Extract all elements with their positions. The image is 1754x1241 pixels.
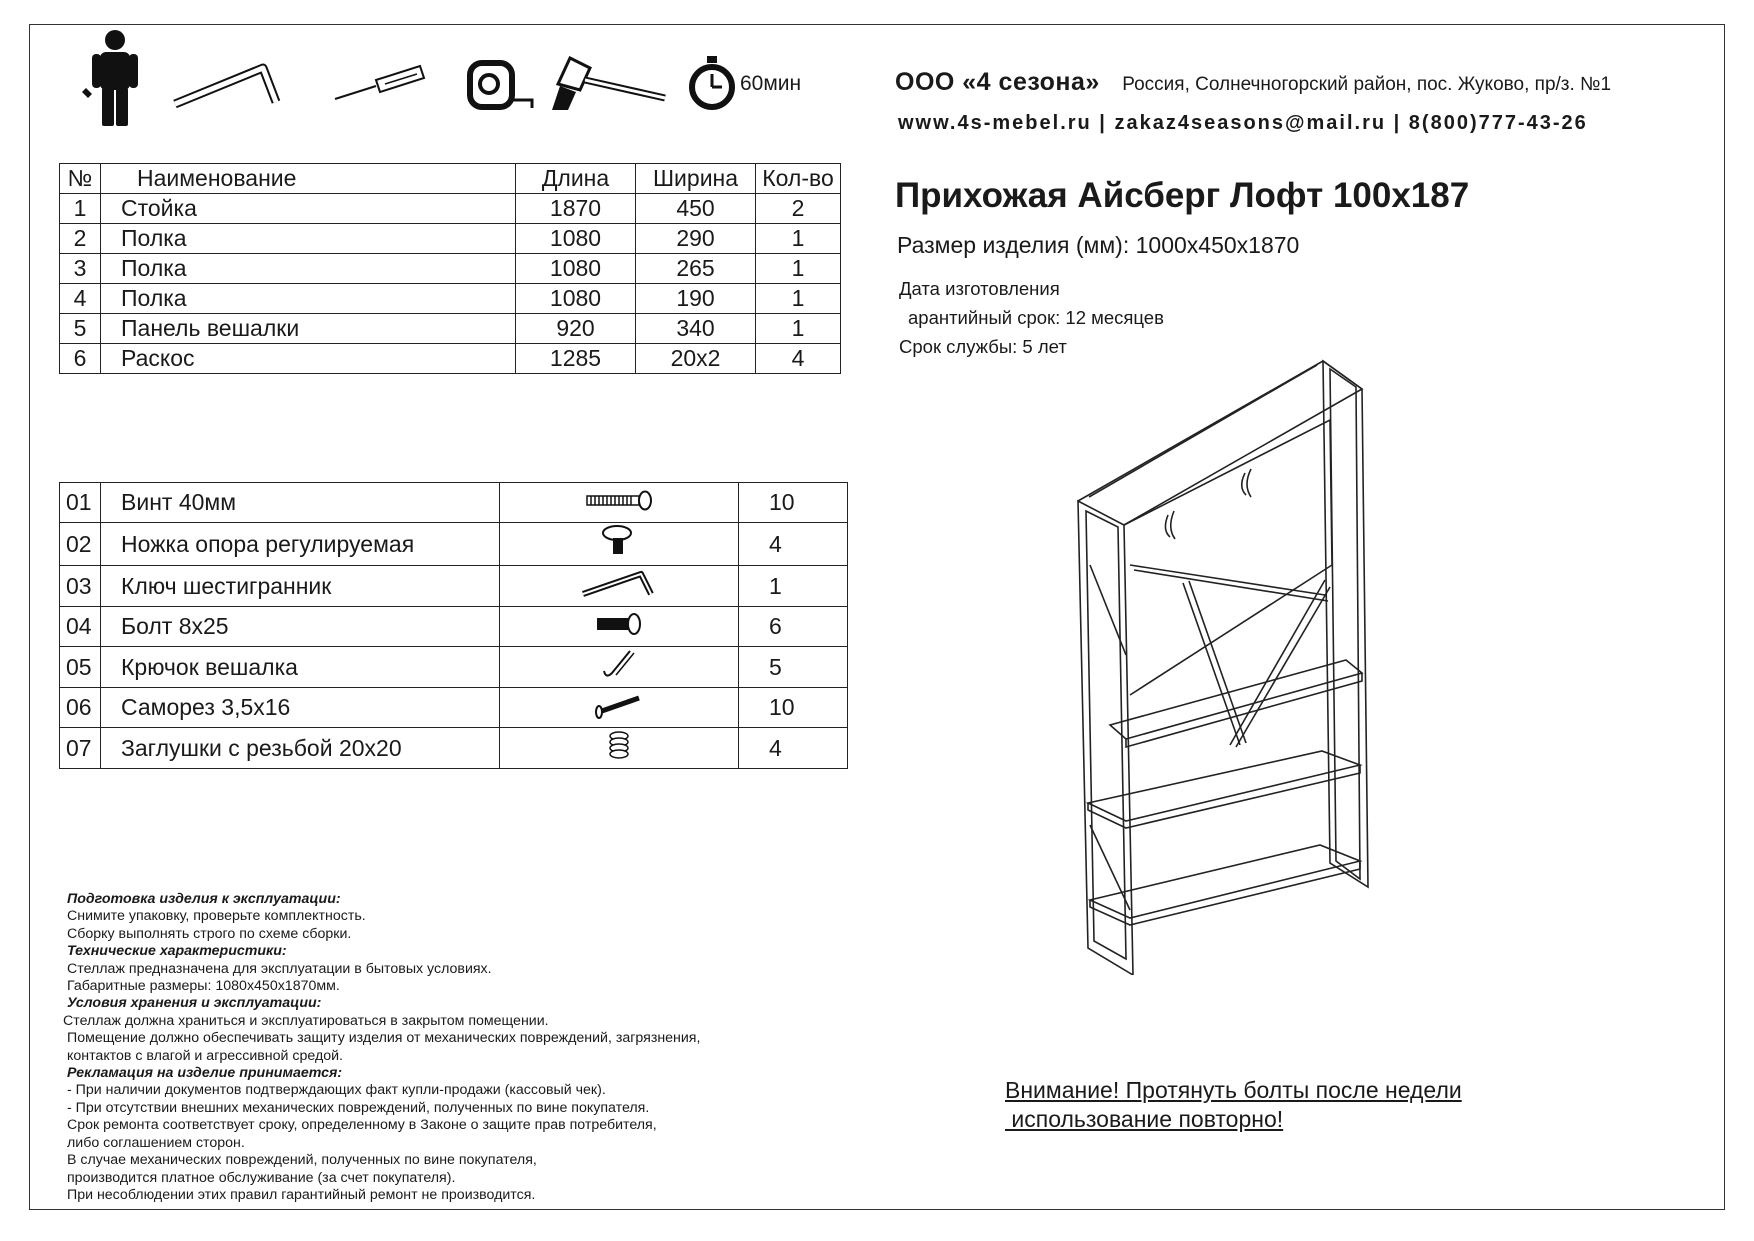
bolt-icon [589,609,649,639]
table-row [60,728,848,769]
part-width: 265 [636,254,756,284]
stopwatch-icon [692,56,732,107]
part-number: 6 [60,344,101,374]
note-line: Стеллаж должна храниться и эксплуатироваться в закрытом помещении. [63,1012,549,1029]
hw-code: 05 [60,647,101,688]
hammer-icon [552,58,665,110]
header-qty: Кол-во [756,164,841,194]
part-name: Полка [101,224,516,254]
part-qty: 1 [756,224,841,254]
note-line: Габаритные размеры: 1080х450х1870мм. [67,978,340,995]
warning-note [1005,1076,1462,1134]
part-length: 1080 [516,254,636,284]
hw-code: 01 [60,483,101,523]
part-number: 4 [60,284,101,314]
hw-qty: 6 [739,607,848,647]
warning-line: использование повторно! [1005,1106,1284,1132]
hw-image [500,688,739,728]
note-heading: Технические характеристики: [67,943,287,960]
table-row [60,194,841,224]
part-number: 1 [60,194,101,224]
note-heading: Подготовка изделия к эксплуатации: [67,891,341,907]
manufacture-date: Дата изготовления [899,278,1060,299]
part-number: 2 [60,224,101,254]
note-line: Помещение должно обеспечивать защиту изделия от механических повреждений, загрязнения, [67,1030,701,1047]
parts-table [59,163,841,374]
hw-image [500,523,739,566]
company-header [895,68,1611,97]
tape-measure-icon [470,63,532,108]
screwdriver-icon [335,66,424,99]
part-number: 5 [60,314,101,344]
header-number: № [60,164,101,194]
part-name: Полка [101,284,516,314]
hw-qty: 10 [739,483,848,523]
hw-image [500,647,739,688]
table-row [60,314,841,344]
hw-qty: 4 [739,523,848,566]
note-line: Срок ремонта соответствует сроку, определенному в Законе о защите прав потребителя, [67,1117,657,1134]
part-name: Панель вешалки [101,314,516,344]
note-line: Стеллаж предназначена для эксплуатации в бытовых условиях. [67,960,492,977]
hw-code: 03 [60,566,101,607]
part-length: 1080 [516,284,636,314]
hw-name: Ножка опора регулируемая [101,523,500,566]
hw-name: Саморез 3,5х16 [101,688,500,728]
part-qty: 1 [756,284,841,314]
hw-image [500,728,739,769]
hw-qty: 4 [739,728,848,769]
hex-key-icon [175,68,276,104]
part-length: 1285 [516,344,636,374]
part-length: 1080 [516,224,636,254]
note-line: производится платное обслуживание (за счет покупателя). [67,1169,456,1186]
table-row [60,647,848,688]
hw-name: Болт 8х25 [101,607,500,647]
note-heading: Условия хранения и эксплуатации: [67,995,322,1012]
threaded-plug-icon [599,728,639,762]
hw-image [500,607,739,647]
note-line: В случае механических повреждений, полученных по вине покупателя, [67,1152,537,1169]
hw-code: 02 [60,523,101,566]
part-name: Раскос [101,344,516,374]
header-name: Наименование [101,164,516,194]
header-length: Длина [516,164,636,194]
usage-notes [63,891,700,1204]
warning-line: Внимание! Протянуть болты после недели [1005,1077,1462,1103]
hw-code: 06 [60,688,101,728]
note-line: - При отсутствии внешних механических повреждений, полученных по вине покупателя. [67,1099,650,1116]
table-row [60,254,841,284]
table-row [60,344,841,374]
part-number: 3 [60,254,101,284]
part-qty: 2 [756,194,841,224]
service-life: Срок службы: 5 лет [899,336,1067,357]
part-width: 20х2 [636,344,756,374]
hw-name: Крючок вешалка [101,647,500,688]
person-icon [82,30,138,126]
note-line: Сборку выполнять строго по схеме сборки. [67,925,352,942]
table-row [60,224,841,254]
product-size: Размер изделия (мм): 1000х450х1870 [897,232,1300,258]
hw-qty: 1 [739,566,848,607]
product-meta [899,274,1164,361]
part-name: Стойка [101,194,516,224]
hardware-table [59,482,848,769]
part-qty: 1 [756,254,841,284]
company-name: ООО «4 сезона» [895,68,1100,96]
hw-image [500,483,739,523]
part-length: 920 [516,314,636,344]
hw-image [500,566,739,607]
product-title: Прихожая Айсберг Лофт 100х187 [895,176,1470,215]
note-line: - При наличии документов подтверждающих факт купли-продажи (кассовый чек). [67,1082,606,1099]
part-name: Полка [101,254,516,284]
table-row [60,523,848,566]
part-qty: 1 [756,314,841,344]
hw-name: Заглушки с резьбой 20х20 [101,728,500,769]
table-row [60,607,848,647]
part-width: 450 [636,194,756,224]
part-width: 290 [636,224,756,254]
note-heading: Рекламация на изделие принимается: [67,1065,343,1082]
note-line: Снимите упаковку, проверьте комплектность. [67,908,366,925]
table-row [60,688,848,728]
self-tapping-screw-icon [589,690,649,720]
table-row [60,566,848,607]
tools-row [80,28,820,128]
part-qty: 4 [756,344,841,374]
assembly-time: 60мин [740,72,802,95]
part-length: 1870 [516,194,636,224]
hw-qty: 5 [739,647,848,688]
table-row [60,483,848,523]
warranty: арантийный срок: 12 месяцев [908,307,1164,328]
hw-code: 04 [60,607,101,647]
table-row [60,284,841,314]
hook-icon [594,647,644,681]
parts-table-header [60,164,841,194]
adjustable-foot-icon [589,523,649,559]
part-width: 190 [636,284,756,314]
product-drawing [1060,355,1390,975]
header-width: Ширина [636,164,756,194]
company-contacts: www.4s-mebel.ru | zakaz4seasons@mail.ru | 8(800)777-43-26 [898,112,1588,134]
part-width: 340 [636,314,756,344]
note-line: либо соглашением сторон. [67,1134,245,1151]
screw-icon [579,485,659,515]
note-line: контактов с влагой и агрессивной средой. [67,1047,343,1064]
hw-name: Ключ шестигранник [101,566,500,607]
hex-key-icon [579,566,659,600]
company-address: Россия, Солнечногорский район, пос. Жуково, пр/з. №1 [1122,74,1612,95]
hw-code: 07 [60,728,101,769]
hw-qty: 10 [739,688,848,728]
note-line: При несоблюдении этих правил гарантийный ремонт не производится. [67,1186,536,1203]
hw-name: Винт 40мм [101,483,500,523]
